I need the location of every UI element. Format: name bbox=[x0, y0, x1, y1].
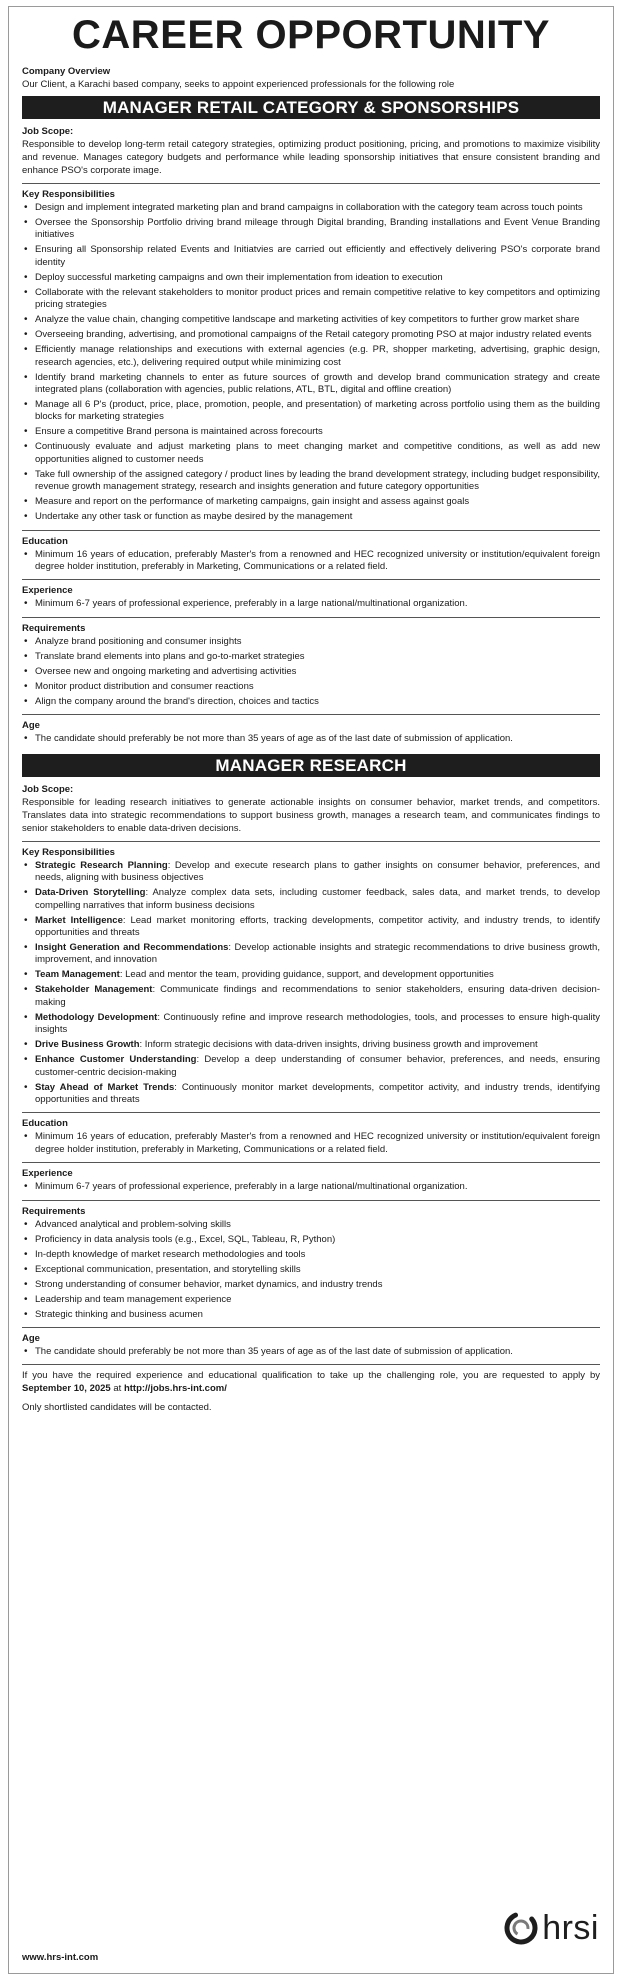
list-item: • Align the company around the brand's direction, choices and tactics bbox=[22, 696, 600, 708]
role1-job-scope-heading: Job Scope: bbox=[22, 126, 74, 137]
list-item: • Collaborate with the relevant stakeholders to monitor product prices and remain competitive relative to key competitors and optimizing pricing strategies bbox=[22, 287, 600, 312]
list-item: • Analyze the value chain, changing competitive landscape and marketing activities of key competitors to further grow market share bbox=[22, 314, 600, 326]
list-item: • Overseeing branding, advertising, and promotional campaigns of the Retail category promoting PSO at major industry related events bbox=[22, 329, 600, 341]
list-item: • Identify brand marketing channels to enter as future sources of growth and develop brand communication strategy and create integrated plans (collaboration with agencies, public relations, ATL, BTL, digital and offline creation) bbox=[22, 372, 600, 397]
list-item: • Continuously evaluate and adjust marketing plans to meet changing market and competitive conditions, as well as add new opportunities aligned to customer needs bbox=[22, 441, 600, 466]
item-text: : Lead and mentor the team, providing guidance, support, and development opportunities bbox=[119, 969, 494, 981]
divider bbox=[22, 1327, 600, 1328]
role1-requirements-list bbox=[22, 636, 600, 708]
item-label: Market Intelligence bbox=[35, 914, 123, 926]
company-overview-text: Our Client, a Karachi based company, seeks to appoint experienced professionals for the following role bbox=[22, 79, 455, 90]
list-item: • Efficiently manage relationships and executions with external agencies (e.g. PR, shopper marketing, advertising, graphic design, research agencies, etc.), delivering required output while minimizing cost bbox=[22, 344, 600, 369]
item-text: : Analyze complex data sets, including customer feedback, sales data, and market trends, to develop compelling narratives that inform business decisions bbox=[35, 887, 600, 911]
item-label: Strategic Research Planning bbox=[35, 859, 168, 871]
list-item: • Manage all 6 P's (product, price, place, promotion, people, and presentation) of marketing across portfolio using them as the building blocks for marketing strategies bbox=[22, 399, 600, 424]
role1-key-resp-heading: Key Responsibilities bbox=[22, 189, 115, 200]
list-item: • Oversee the Sponsorship Portfolio driving brand mileage through Digital branding, Branding installations and Event Venue Branding initiatives bbox=[22, 217, 600, 242]
list-item: • Minimum 6-7 years of professional experience, preferably in a large national/multinational organization. bbox=[22, 598, 600, 610]
role2-age-list bbox=[22, 1346, 600, 1358]
item-text: : Develop a deep understanding of consumer behavior, preferences, and needs, ensuring customer-centric decision-making bbox=[35, 1054, 600, 1078]
list-item: • Deploy successful marketing campaigns and own their implementation from ideation to execution bbox=[22, 272, 600, 284]
role1-job-scope-text: Responsible to develop long-term retail category strategies, optimizing product positioning, pricing, and promotions to maximize visibility and revenue. Manages category budgets and performance while leading sponsorship initiatives that ensure consistent branding and enhance PSO's corporate image. bbox=[22, 139, 600, 176]
swirl-logo-icon bbox=[504, 1911, 538, 1945]
list-item: • Undertake any other task or function as maybe desired by the management bbox=[22, 511, 600, 523]
list-item: • Analyze brand positioning and consumer insights bbox=[22, 636, 600, 648]
list-item bbox=[22, 969, 600, 981]
list-item: • Design and implement integrated marketing plan and brand campaigns in collaboration with the category team across touch points bbox=[22, 202, 600, 214]
list-item: • Measure and report on the performance of marketing campaigns, gain insight and assess against goals bbox=[22, 496, 600, 508]
role2-job-scope-text: Responsible for leading research initiatives to generate actionable insights on consumer behavior, market trends, and competitors. Translates data into strategic recommendations to support business growth, manages a research team, and communicates findings to senior stakeholders to enable data-driven decisions. bbox=[22, 796, 600, 834]
list-item: • Strong understanding of consumer behavior, market dynamics, and industry trends bbox=[22, 1279, 600, 1291]
list-item: • The candidate should preferably be not more than 35 years of age as of the last date of submission of application. bbox=[22, 1346, 600, 1358]
list-item: • Leadership and team management experience bbox=[22, 1294, 600, 1306]
item-text: : Continuously refine and improve research methodologies, tools, and processes to ensure high-quality insights bbox=[35, 1011, 600, 1036]
item-text: : Inform strategic decisions with data-driven insights, driving business growth and improvement bbox=[139, 1039, 538, 1051]
role1-banner: MANAGER RETAIL CATEGORY & SPONSORSHIPS bbox=[22, 96, 600, 119]
divider bbox=[22, 714, 600, 715]
role1-requirements-heading: Requirements bbox=[22, 622, 86, 634]
role2-key-resp-heading: Key Responsibilities bbox=[22, 846, 115, 858]
role2-age-heading: Age bbox=[22, 1332, 40, 1344]
role2-job-scope-heading: Job Scope: bbox=[22, 783, 74, 795]
list-item: • Advanced analytical and problem-solving skills bbox=[22, 1219, 600, 1231]
list-item: • Exceptional communication, presentation, and storytelling skills bbox=[22, 1264, 600, 1276]
list-item: • Proficiency in data analysis tools (e.g., Excel, SQL, Tableau, R, Python) bbox=[22, 1234, 600, 1246]
role2-education-heading: Education bbox=[22, 1118, 68, 1130]
list-item bbox=[22, 887, 600, 912]
item-label: Drive Business Growth bbox=[35, 1039, 140, 1051]
shortlist-note: Only shortlisted candidates will be contacted. bbox=[22, 1402, 212, 1414]
role2-key-resp-list bbox=[22, 860, 600, 1107]
list-item bbox=[22, 984, 600, 1009]
apply-link[interactable]: http://jobs.hrs-int.com/ bbox=[123, 1383, 227, 1395]
divider bbox=[22, 530, 600, 531]
role2-experience-heading: Experience bbox=[22, 1168, 73, 1180]
divider bbox=[22, 1162, 600, 1163]
website-link[interactable]: www.hrs-int.com bbox=[22, 1952, 99, 1963]
apply-text: If you have the required experience and educational qualification to take up the challenging role, you are requested to apply by bbox=[22, 1370, 600, 1382]
item-text: : Continuously monitor market developments, competitor activity, and industry trends, identifying opportunities and threats bbox=[35, 1081, 600, 1105]
role2-requirements-list bbox=[22, 1219, 600, 1321]
item-label: Stay Ahead of Market Trends bbox=[35, 1081, 175, 1093]
list-item bbox=[22, 1054, 600, 1079]
item-label: Stakeholder Management bbox=[35, 984, 153, 996]
list-item bbox=[22, 1082, 600, 1107]
list-item: • Minimum 16 years of education, preferably Master's from a renowned and HEC recognized university or institution/equivalent foreign degree holder institution, preferably in Marketing, Communications or a related field. bbox=[22, 1131, 600, 1156]
item-text: : Communicate findings and recommendations to senior stakeholders, ensuring data-driven decision-making bbox=[35, 984, 601, 1008]
list-item: • Ensure a competitive Brand persona is maintained across forecourts bbox=[22, 426, 600, 438]
job-advertisement bbox=[8, 6, 614, 1974]
list-item bbox=[22, 1012, 600, 1037]
list-item: • Translate brand elements into plans and go-to-market strategies bbox=[22, 651, 600, 663]
list-item: • Minimum 6-7 years of professional experience, preferably in a large national/multinational organization. bbox=[22, 1181, 600, 1193]
list-item: • Minimum 16 years of education, preferably Master's from a renowned and HEC recognized university or institution/equivalent foreign degree holder institution, preferably in Marketing, Communications or a related field. bbox=[22, 549, 600, 574]
role2-experience-list bbox=[22, 1181, 600, 1193]
role1-education-heading: Education bbox=[22, 535, 68, 547]
hrsi-logo bbox=[504, 1911, 599, 1945]
divider bbox=[22, 1200, 600, 1201]
item-label: Team Management bbox=[35, 969, 120, 981]
role2-education-list bbox=[22, 1131, 600, 1156]
item-text: : Develop and execute research plans to gather insights on consumer behavior, preferences, and needs, aligning with business objectives bbox=[35, 859, 600, 884]
page-title: CAREER OPPORTUNITY bbox=[72, 13, 550, 57]
role1-age-list bbox=[22, 733, 600, 745]
list-item: • In-depth knowledge of market research methodologies and tools bbox=[22, 1249, 600, 1261]
role1-age-heading: Age bbox=[22, 720, 40, 732]
list-item bbox=[22, 942, 600, 967]
apply-deadline: September 10, 2025 bbox=[22, 1383, 111, 1395]
item-label: Insight Generation and Recommendations bbox=[35, 941, 229, 953]
list-item bbox=[22, 915, 600, 940]
role1-experience-heading: Experience bbox=[22, 585, 73, 597]
company-overview-heading: Company Overview bbox=[22, 66, 111, 77]
list-item: • Ensuring all Sponsorship related Events and Initiatvies are carried out efficiently and effectively delivering PSO's corporate brand identity bbox=[22, 244, 600, 269]
divider bbox=[22, 841, 600, 842]
item-label: Methodology Development bbox=[35, 1011, 158, 1023]
list-item: • Oversee new and ongoing marketing and advertising activities bbox=[22, 666, 600, 678]
divider bbox=[22, 183, 600, 184]
divider bbox=[22, 617, 600, 618]
role2-requirements-heading: Requirements bbox=[22, 1205, 86, 1217]
logo-text: hrsi bbox=[542, 1909, 599, 1947]
item-label: Enhance Customer Understanding bbox=[35, 1054, 197, 1066]
list-item: • The candidate should preferably be not more than 35 years of age as of the last date of submission of application. bbox=[22, 733, 600, 745]
role1-experience-list bbox=[22, 598, 600, 610]
divider bbox=[22, 1364, 600, 1365]
list-item: • Strategic thinking and business acumen bbox=[22, 1309, 600, 1321]
item-text: : Lead market monitoring efforts, tracking developments, competitor activity, and industry trends, to identify opportunities and threats bbox=[35, 914, 601, 938]
list-item bbox=[22, 1039, 600, 1051]
item-label: Data-Driven Storytelling bbox=[35, 887, 146, 899]
item-text: : Develop actionable insights and strategic recommendations to drive business growth, improvement, and innovation bbox=[35, 941, 600, 966]
role1-key-resp-list bbox=[22, 202, 600, 524]
apply-instructions bbox=[22, 1369, 600, 1395]
list-item: • Take full ownership of the assigned category / product lines by leading the brand development strategy, including budget responsibility, revenue growth management strategy, research and insights generation and future category opportunities bbox=[22, 469, 600, 494]
divider bbox=[22, 579, 600, 580]
list-item bbox=[22, 860, 600, 885]
role1-education-list bbox=[22, 549, 600, 574]
apply-text-connector: at bbox=[110, 1383, 124, 1395]
divider bbox=[22, 1112, 600, 1113]
list-item: • Monitor product distribution and consumer reactions bbox=[22, 681, 600, 693]
role2-banner: MANAGER RESEARCH bbox=[22, 754, 600, 777]
